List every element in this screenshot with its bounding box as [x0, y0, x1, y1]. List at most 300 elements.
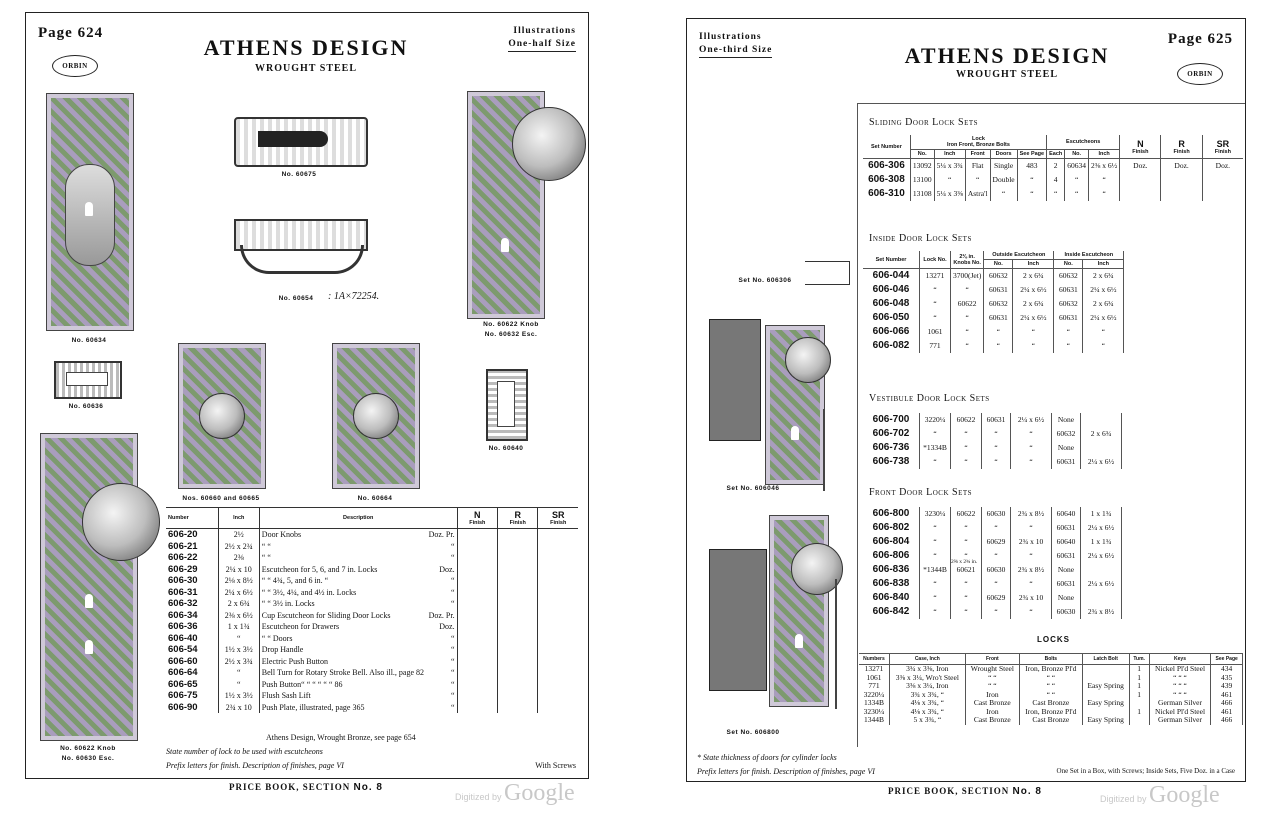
right-digitized-watermark: Digitized by Google — [1100, 782, 1220, 808]
cell: “ — [1083, 325, 1124, 339]
right-note-2: Prefix letters for finish. Description of finishes, page VI — [697, 767, 875, 776]
set-number: 606-800 — [863, 507, 920, 521]
cell: 461 — [1211, 691, 1243, 700]
cell: “ — [920, 549, 951, 563]
knob-escutcheon-60630-image — [40, 433, 138, 741]
inside-col-set: Set Number — [863, 251, 920, 269]
col-inch: Inch — [218, 508, 259, 529]
cell: 60630 — [982, 563, 1011, 577]
cell: “ — [920, 605, 951, 619]
left-page — [25, 12, 589, 779]
left-note-right: With Screws — [535, 761, 576, 770]
cell: 13271 — [920, 269, 951, 284]
locks-table-box — [859, 653, 1243, 725]
cell: 2¼ x 6½ — [1083, 283, 1124, 297]
cell: “ “ “ — [1149, 674, 1211, 683]
cell: Iron — [965, 708, 1019, 717]
item-number: 606-29 — [168, 563, 198, 575]
set-number: 606-048 — [863, 297, 920, 311]
finish-price-cell — [538, 644, 578, 656]
locks-header: Numbers — [859, 654, 889, 665]
finish-price-cell — [457, 552, 497, 564]
caption-60664: No. 60664 — [357, 495, 393, 502]
cell: “ — [1089, 187, 1120, 201]
set-number: 606-310 — [863, 187, 910, 201]
cell: 5¼ x 3⅜ — [934, 187, 965, 201]
locks-header: Case, Inch — [889, 654, 965, 665]
cell: *1344B — [920, 563, 951, 577]
locks-header: Latch Bolt — [1082, 654, 1129, 665]
table-row — [166, 679, 578, 691]
finish-price-cell — [538, 690, 578, 702]
vestibule-heading: Vestibule Door Lock Sets — [869, 393, 990, 404]
cell: *1334B — [920, 441, 951, 455]
cell: Easy Spring — [1082, 699, 1129, 708]
table-row — [863, 325, 1124, 339]
inside-col-inside: Inside Escutcheon — [1054, 251, 1124, 260]
cell: “ “ — [1019, 682, 1082, 691]
sliding-subheader: See Page — [1017, 150, 1046, 159]
orbin-logo: ORBIN — [52, 55, 98, 77]
cell: Single — [990, 159, 1017, 174]
sliding-door-lock-image — [805, 261, 850, 285]
cell: German Silver — [1149, 716, 1211, 725]
item-number: 606-36 — [168, 621, 198, 632]
cell: “ — [951, 325, 984, 339]
table-row — [166, 552, 578, 564]
table-row — [166, 575, 578, 587]
right-page — [686, 18, 1246, 782]
cell: “ — [951, 339, 984, 353]
cell: 3⅜ x 3¼, Iron — [889, 682, 965, 691]
table-row — [166, 587, 578, 599]
item-number: 606-21 — [168, 540, 198, 552]
cell: “ — [965, 173, 990, 187]
cell: 60629 — [982, 535, 1011, 549]
cell: Easy Spring — [1082, 682, 1129, 691]
item-number: 606-20 — [168, 529, 198, 540]
cell: 2 x 6¾ — [1083, 297, 1124, 311]
cell: 13100 — [910, 173, 934, 187]
table-row — [863, 339, 1124, 353]
table-row — [863, 297, 1124, 311]
caption-60636: No. 60636 — [68, 403, 104, 410]
cell: 1 — [1129, 682, 1149, 691]
set-number: 606-842 — [863, 605, 920, 619]
finish-price-cell — [498, 702, 538, 714]
cell: 1061 — [920, 325, 951, 339]
cell: 4 — [1047, 173, 1065, 187]
sliding-heading: Sliding Door Lock Sets — [869, 117, 979, 128]
item-number: 606-60 — [168, 655, 198, 667]
cell: 2 x 6¾ — [1013, 269, 1054, 284]
lock-case-606046-image — [709, 319, 761, 441]
cell: 2 x 6¾ — [1013, 297, 1054, 311]
cell: “ — [1011, 427, 1052, 441]
sliding-subheader: Doors — [990, 150, 1017, 159]
cell: 3230¼ — [920, 507, 951, 521]
front-knob-note: 2⅜ x 2¾ in. — [951, 559, 978, 565]
col-sr: SR Finish — [538, 508, 578, 529]
col-description: Description — [259, 508, 457, 529]
caption-60630-esc: No. 60630 Esc. — [61, 755, 115, 762]
finish-price-cell — [538, 679, 578, 691]
item-description: Drop Handle “ — [259, 644, 457, 656]
cell: “ — [951, 577, 982, 591]
table-row — [166, 529, 578, 541]
caption-set-606800: Set No. 606800 — [726, 729, 780, 736]
cell: “ — [951, 427, 982, 441]
cell: 60631 — [1052, 455, 1081, 469]
inside-table-box — [863, 251, 1124, 353]
finish-price-cell — [457, 667, 497, 679]
caption-set-606046: Set No. 606046 — [726, 485, 780, 492]
lock-case-606800-image — [709, 549, 767, 691]
table-row — [166, 621, 578, 633]
cell: 434 — [1211, 665, 1243, 674]
cell: 3¾ x 3¾, “ — [889, 691, 965, 700]
cell: “ — [982, 577, 1011, 591]
table-row — [863, 591, 1122, 605]
set-number: 606-044 — [863, 269, 920, 284]
finish-price-cell: Doz. — [1120, 159, 1161, 174]
table-row — [863, 283, 1124, 297]
sliding-subheader: Inch — [1089, 150, 1120, 159]
table-row — [166, 656, 578, 668]
table-row — [863, 173, 1243, 187]
cell: 1 — [1129, 708, 1149, 717]
finish-price-cell — [498, 552, 538, 564]
cell: 3230¼ — [859, 708, 889, 717]
cell: 1344B — [859, 716, 889, 725]
finish-price-cell — [498, 690, 538, 702]
cell: Iron — [965, 691, 1019, 700]
cell: 3220¼ — [920, 413, 951, 427]
finish-price-cell — [457, 564, 497, 576]
cell: 60630 — [982, 507, 1011, 521]
cell: Astra'l — [965, 187, 990, 201]
cell: 2¼ x 6½ — [1013, 311, 1054, 325]
table-row — [859, 716, 1243, 725]
cell: None — [1052, 413, 1081, 427]
finish-price-cell — [498, 541, 538, 553]
item-size: “ — [218, 667, 259, 679]
item-description: “ “ 3½, 4¼, and 4½ in. Locks “ — [259, 587, 457, 599]
cell: “ — [920, 283, 951, 297]
finish-price-cell — [498, 621, 538, 633]
table-row — [863, 269, 1124, 284]
set-number: 606-840 — [863, 591, 920, 605]
finish-price-cell — [498, 656, 538, 668]
cell: 1061 — [859, 674, 889, 683]
item-description: “ “ 3½ in. Locks “ — [259, 598, 457, 610]
cell: “ — [982, 605, 1011, 619]
sliding-subheader: Inch — [934, 150, 965, 159]
finish-price-cell — [538, 656, 578, 668]
sliding-col-lock: Lock Iron Front, Bronze Bolts — [910, 135, 1046, 150]
item-size: 2⅜ x 6½ — [218, 610, 259, 622]
finish-price-cell — [538, 610, 578, 622]
finish-price-cell — [1120, 187, 1161, 201]
set-number: 606-736 — [863, 441, 920, 455]
cell: 1334B — [859, 699, 889, 708]
col-r: R Finish — [498, 508, 538, 529]
item-number: 606-40 — [168, 632, 198, 644]
cell: Cast Bronze — [965, 699, 1019, 708]
cell: “ — [1047, 187, 1065, 201]
item-description: Door Knobs Doz. Pr. — [259, 529, 457, 541]
finish-price-cell — [498, 644, 538, 656]
cell: 60629 — [982, 591, 1011, 605]
cell: “ — [1011, 441, 1052, 455]
table-row — [863, 577, 1122, 591]
cell: 771 — [920, 339, 951, 353]
cell: “ — [920, 427, 951, 441]
cell: “ — [934, 173, 965, 187]
cell: 60622 — [951, 297, 984, 311]
cell: 60632 — [1054, 269, 1083, 284]
cell: Cast Bronze — [1019, 716, 1082, 725]
table-row — [166, 690, 578, 702]
item-description: “ “ “ — [259, 541, 457, 553]
cell: “ — [1011, 455, 1052, 469]
caption-60654: No. 60654 — [278, 295, 314, 302]
set-number: 606-738 — [863, 455, 920, 469]
left-title: ATHENS DESIGN — [203, 35, 409, 60]
table-row — [863, 507, 1122, 521]
cell: 1 x 1¾ — [1081, 507, 1122, 521]
right-note-1: * State thickness of doors for cylinder locks — [697, 753, 837, 762]
cell: Cast Bronze — [1019, 699, 1082, 708]
col-n: N Finish — [457, 508, 497, 529]
cell: “ — [1054, 325, 1083, 339]
cell: Iron, Bronze Pl'd — [1019, 708, 1082, 717]
cell: “ — [1089, 173, 1120, 187]
finish-price-cell: Doz. — [1161, 159, 1202, 174]
item-size: 2¼ x 10 — [218, 564, 259, 576]
escutcheon-60634-image — [46, 93, 134, 331]
item-number: 606-90 — [168, 701, 198, 713]
sliding-subheader: Front — [965, 150, 990, 159]
cell: “ — [951, 521, 982, 535]
cell: “ — [920, 535, 951, 549]
finish-price-cell — [538, 633, 578, 645]
cell: 60631 — [1052, 521, 1081, 535]
table-row — [166, 541, 578, 553]
cell: 2¾ x 10 — [1011, 535, 1052, 549]
item-description: “ “ 4¾, 5, and 6 in. “ “ — [259, 575, 457, 587]
finish-price-cell — [457, 598, 497, 610]
finish-price-cell — [538, 667, 578, 679]
left-illustrations-note: Illustrations One-half Size — [508, 25, 576, 52]
cell: “ — [951, 311, 984, 325]
inside-col-outside: Outside Escutcheon — [984, 251, 1054, 260]
caption-60640: No. 60640 — [488, 445, 524, 452]
cell: 4⅛ x 3¾, “ — [889, 708, 965, 717]
item-size: “ — [218, 679, 259, 691]
table-row — [166, 702, 578, 714]
cell: “ — [920, 297, 951, 311]
cell: 60622 — [951, 507, 982, 521]
cell: 60632 — [984, 297, 1013, 311]
item-number: 606-31 — [168, 586, 198, 598]
sliding-col-set: Set Number — [863, 135, 910, 159]
cell: “ — [1065, 187, 1089, 201]
table-row — [863, 311, 1124, 325]
sliding-col-esc: Escutcheons — [1047, 135, 1120, 150]
cell: “ — [920, 577, 951, 591]
table-row — [166, 633, 578, 645]
item-description: Escutcheon for 5, 6, and 7 in. Locks Doz. — [259, 564, 457, 576]
cell: 3700(Jet) — [951, 269, 984, 284]
finish-price-cell — [457, 575, 497, 587]
cell: Cast Bronze — [965, 716, 1019, 725]
front-heading: Front Door Lock Sets — [869, 487, 973, 498]
finish-price-cell — [1161, 187, 1202, 201]
cell: “ — [982, 441, 1011, 455]
cell: “ — [1054, 339, 1083, 353]
cell: 2¼ x 6½ — [1013, 283, 1054, 297]
finish-price-cell — [538, 587, 578, 599]
finish-price-cell — [498, 587, 538, 599]
item-size: 1 x 1¾ — [218, 621, 259, 633]
cell: “ — [990, 187, 1017, 201]
item-size: 2 x 6¾ — [218, 598, 259, 610]
set-number: 606-050 — [863, 311, 920, 325]
cell: “ — [1011, 521, 1052, 535]
finish-price-cell — [457, 702, 497, 714]
item-description: “ “ “ — [259, 552, 457, 564]
set-number: 606-082 — [863, 339, 920, 353]
cell: 435 — [1211, 674, 1243, 683]
item-number: 606-32 — [168, 598, 198, 609]
cell: 2¼ x 6½ — [1083, 311, 1124, 325]
locks-header: Tum. — [1129, 654, 1149, 665]
cell: 2 x 6¾ — [1083, 269, 1124, 284]
cell: 771 — [859, 682, 889, 691]
cell: 60621 — [951, 563, 982, 577]
sliding-subheader: No. — [1065, 150, 1089, 159]
finish-price-cell — [538, 621, 578, 633]
cell: “ — [1013, 339, 1054, 353]
cell: “ “ “ — [1149, 682, 1211, 691]
table-row — [863, 521, 1122, 535]
locks-header: Bolts — [1019, 654, 1082, 665]
left-price-table-box — [166, 507, 578, 738]
cell: “ — [1011, 605, 1052, 619]
left-footer: PRICE BOOK, SECTION No. 8 — [229, 782, 383, 793]
handle-60675-image — [234, 117, 368, 167]
cell: 60631 — [984, 283, 1013, 297]
cell: 483 — [1017, 159, 1046, 174]
sliding-subheader: No. — [910, 150, 934, 159]
cell: 13271 — [859, 665, 889, 674]
caption-set-606306: Set No. 606306 — [738, 277, 792, 284]
locks-heading: LOCKS — [1037, 635, 1070, 644]
knob-60622-image-b — [82, 483, 160, 561]
inside-col-lock: Lock No. — [920, 251, 951, 269]
left-footnote-center: Athens Design, Wrought Bronze, see page 654 — [266, 733, 416, 742]
cell: 60631 — [1052, 549, 1081, 563]
locks-header: Keys — [1149, 654, 1211, 665]
caption-60622-knob-a: No. 60622 Knob — [483, 321, 539, 328]
cell: “ — [1017, 187, 1046, 201]
cell: Nickel Pl'd Steel — [1149, 708, 1211, 717]
cell: 4⅛ x 3¾, “ — [889, 699, 965, 708]
locks-header: See Page — [1211, 654, 1243, 665]
item-description: “ “ Doors “ — [259, 633, 457, 645]
cell: 2¼ x 6½ — [1081, 549, 1122, 563]
sliding-subheader: Each — [1047, 150, 1065, 159]
set-number: 606-066 — [863, 325, 920, 339]
cell: “ — [920, 455, 951, 469]
item-number: 606-34 — [168, 609, 198, 621]
table-row — [863, 535, 1122, 549]
table-row — [166, 644, 578, 656]
left-price-table — [166, 508, 578, 713]
finish-price-cell — [457, 541, 497, 553]
cell: “ — [951, 535, 982, 549]
col-number: Number — [166, 508, 218, 529]
item-size: 2⅛ x 8½ — [218, 575, 259, 587]
front-table — [863, 507, 1122, 619]
item-description: Push Button“ “ “ “ “ “ 86 “ — [259, 679, 457, 691]
cell: “ — [1065, 173, 1089, 187]
finish-price-cell — [498, 679, 538, 691]
set-number: 606-836 — [863, 563, 920, 577]
inside-heading: Inside Door Lock Sets — [869, 233, 972, 244]
cell: “ — [951, 549, 982, 563]
cell: 13092 — [910, 159, 934, 174]
cell — [1081, 441, 1122, 455]
orbin-logo-right: ORBIN — [1177, 63, 1223, 85]
cell: 60640 — [1052, 507, 1081, 521]
cell: 3⅜ x 3¼, Wro't Steel — [889, 674, 965, 683]
cell: “ — [951, 591, 982, 605]
cell: Easy Spring — [1082, 716, 1129, 725]
finish-price-cell — [498, 598, 538, 610]
key-606046-image — [823, 409, 839, 491]
item-size: 1½ x 3½ — [218, 690, 259, 702]
sliding-col-sr: SR Finish — [1202, 135, 1243, 159]
cell: “ — [982, 549, 1011, 563]
cell: Nickel Pl'd Steel — [1149, 665, 1211, 674]
item-description: Push Plate, illustrated, page 365 “ — [259, 702, 457, 714]
left-digitized-watermark: Digitized by Google — [455, 780, 575, 806]
cell: 2¼ x 6½ — [1081, 577, 1122, 591]
finish-price-cell: Doz. — [1215, 161, 1231, 170]
left-note-2: Prefix letters for finish. Description of finishes, page VI — [166, 761, 344, 770]
finish-price-cell — [457, 679, 497, 691]
inside-col-knob: 2⅜ in. Knobs No. — [951, 251, 984, 269]
finish-price-cell — [457, 621, 497, 633]
cell: 466 — [1211, 699, 1243, 708]
right-subtitle: WROUGHT STEEL — [955, 69, 1058, 80]
set-number: 606-700 — [863, 413, 920, 427]
cell: 2¼ x 6½ — [1081, 455, 1122, 469]
cell: None — [1052, 591, 1081, 605]
cell: “ “ — [965, 682, 1019, 691]
set-number: 606-804 — [863, 535, 920, 549]
set-number: 606-308 — [863, 173, 910, 187]
finish-price-cell — [538, 598, 578, 610]
table-row — [863, 549, 1122, 563]
cell: “ — [1011, 549, 1052, 563]
cell: “ — [982, 521, 1011, 535]
table-row — [863, 605, 1122, 619]
finish-price-cell — [457, 656, 497, 668]
finish-price-cell — [498, 610, 538, 622]
